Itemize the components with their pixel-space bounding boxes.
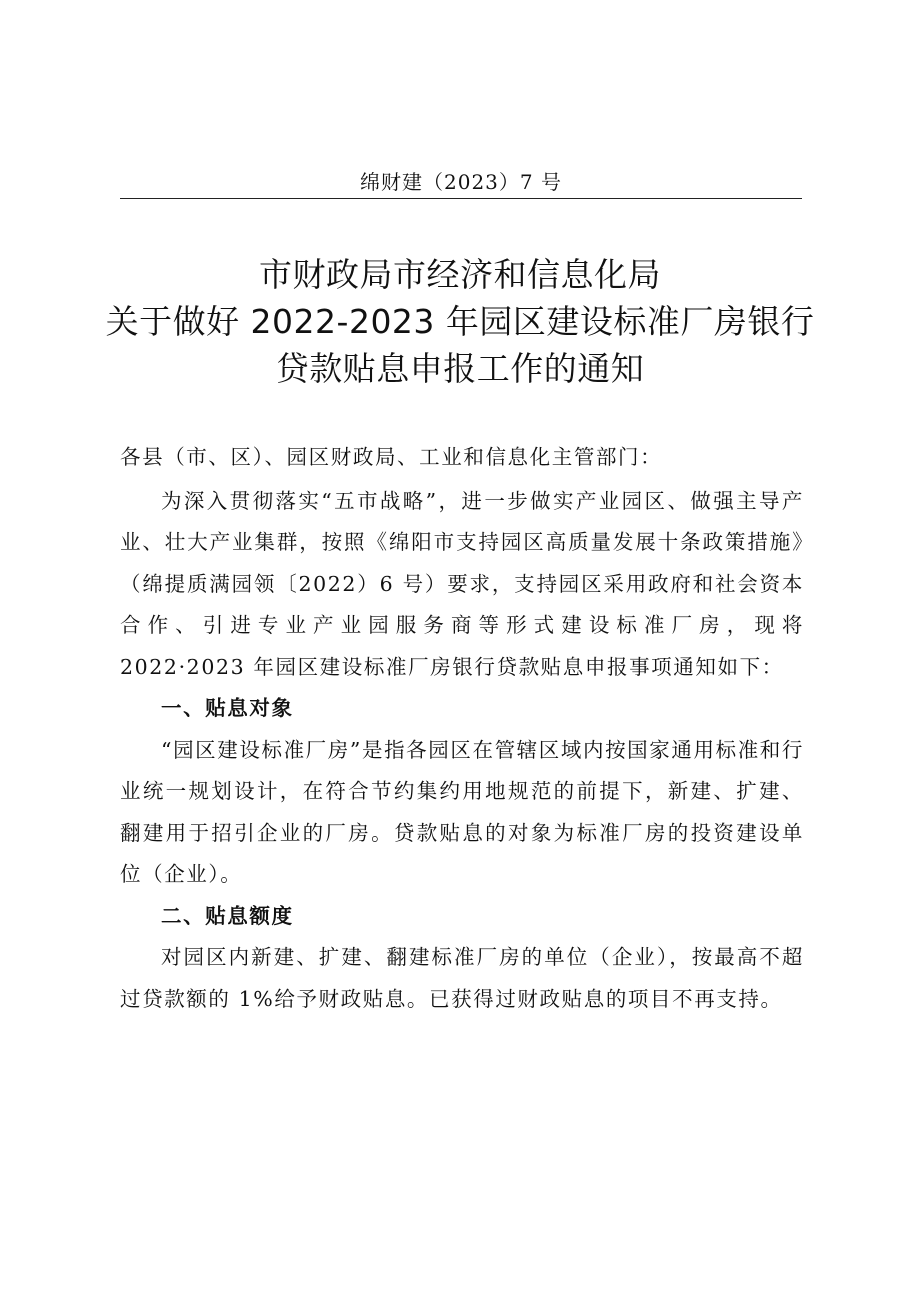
document-title [80,251,840,392]
section-text-2: 对园区内新建、扩建、翻建标准厂房的单位（企业），按最高不超过贷款额的 1%给予财政贴息。已获得过财政贴息的项目不再支持。 [120,945,804,1011]
title-line-2: 关于做好 2022-2023 年园区建设标准厂房银行 [105,302,815,341]
document-number: 绵财建（2023）7 号 [360,170,562,194]
salutation: 各县（市、区）、园区财政局、工业和信息化主管部门： [120,445,663,469]
section-text-1: “园区建设标准厂房”是指各园区在管辖区域内按国家通用标准和行业统一规划设计，在符合节约集约用地规范的前提下，新建、扩建、翻建用于招引企业的厂房。贷款贴息的对象为标准厂房的投资建设单位（企业）。 [120,737,804,886]
section-heading-2: 二、贴息额度 [161,903,294,928]
header-divider [120,198,802,199]
document-body [120,437,804,1020]
title-line-1: 市财政局市经济和信息化局 [259,255,661,294]
intro-paragraph: 为深入贯彻落实“五市战略”，进一步做实产业园区、做强主导产业、壮大产业集群，按照《绵阳市支持园区高质量发展十条政策措施》（绵提质满园领〔2022）6 号）要求，支持园区采用政府和社会资本合作、引进专业产业园服务商等形式建设标准厂房，现将 2022·2023 年园区建设标准厂房银行贷款贴息申报事项通知如下： [120,488,804,679]
section-heading-1: 一、贴息对象 [161,696,294,720]
title-line-3: 贷款贴息申报工作的通知 [275,349,645,388]
